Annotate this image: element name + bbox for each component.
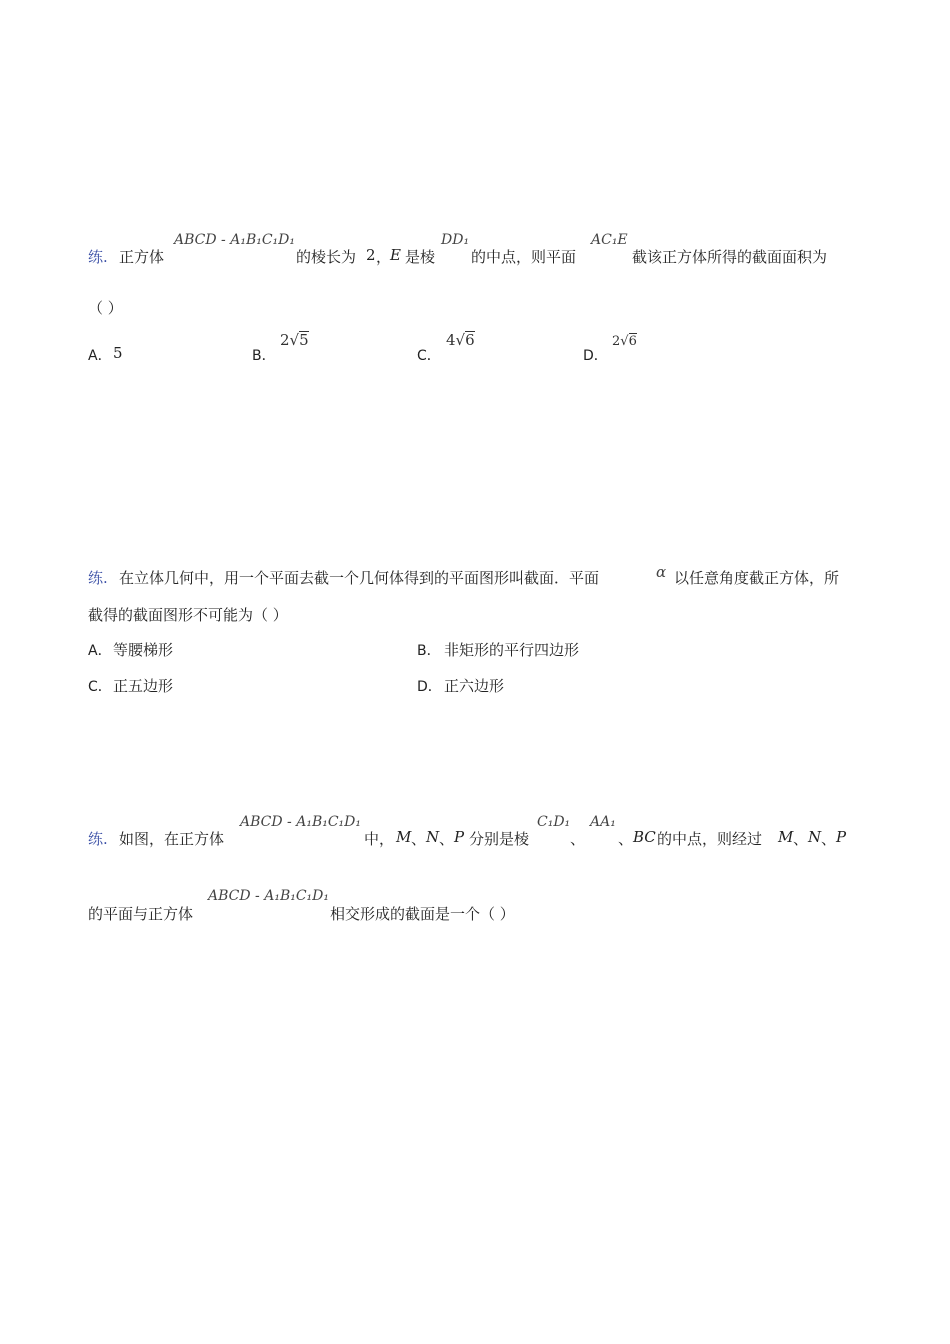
q1-text-5: 的中点，则平面	[471, 248, 577, 266]
q3-point-p: P	[454, 828, 465, 846]
q2-line-1b: 以任意角度截正方体，所	[674, 569, 840, 587]
q3-edge-1: C₁D₁	[537, 814, 571, 830]
q3-cube-math: ABCD - A₁B₁C₁D₁	[240, 814, 362, 830]
q3-point-m: M	[396, 828, 412, 846]
q3-sep-6: 、	[821, 830, 837, 848]
q1-option-a-label: A．	[88, 348, 112, 364]
q2-option-b-text: 非矩形的平行四边形	[444, 641, 580, 659]
q3-point-m-2: M	[778, 828, 794, 846]
q2-option-d-label: D．	[417, 679, 442, 695]
q1-text-1: 正方体	[119, 248, 165, 266]
q1-answer-paren: （ ）	[88, 299, 123, 317]
q3-label: 练.	[88, 830, 108, 848]
q3-text-1: 如图，在正方体	[119, 830, 225, 848]
q1-option-d-value	[612, 333, 637, 350]
q1-option-c-coef: 4	[446, 331, 456, 349]
q2-option-d-text: 正六边形	[444, 677, 505, 695]
q2-option-c-label: C．	[88, 679, 112, 695]
q1-option-a-value: 5	[113, 344, 123, 362]
q1-option-c-radicand: 6	[465, 331, 475, 349]
q1-option-d-label: D．	[583, 348, 608, 364]
q3-line-2a: 的平面与正方体	[88, 905, 194, 923]
q3-edge-2: AA₁	[590, 814, 616, 830]
q3-edge-bc: BC	[633, 828, 656, 846]
q3-sep-5: 、	[793, 830, 809, 848]
q3-sep-4: 、	[618, 830, 634, 848]
q1-point-e: E	[390, 246, 401, 264]
q2-alpha: α	[656, 563, 667, 581]
q3-text-3: 分别是棱	[469, 830, 530, 848]
q1-edge-math: DD₁	[441, 232, 470, 248]
q1-plane-math: AC₁E	[591, 232, 628, 248]
q1-option-d-radicand: 6	[628, 334, 637, 349]
q1-text-6: 截该正方体所得的截面面积为	[632, 248, 828, 266]
q3-cube-math-2: ABCD - A₁B₁C₁D₁	[208, 888, 330, 904]
q1-text-4: 是棱	[405, 248, 436, 266]
q2-line-2: 截得的截面图形不可能为（ ）	[88, 606, 288, 624]
q1-option-d-coef: 2	[612, 334, 621, 349]
q1-option-c-label: C．	[417, 348, 441, 364]
sqrt-icon: √	[289, 331, 300, 349]
q3-point-n-2: N	[808, 828, 822, 846]
q3-sep-2: 、	[439, 830, 455, 848]
q3-line-2b: 相交形成的截面是一个（ ）	[330, 905, 515, 923]
q3-point-p-2: P	[836, 828, 847, 846]
q3-point-n: N	[426, 828, 440, 846]
q2-option-c-text: 正五边形	[113, 677, 174, 695]
sqrt-icon: √	[455, 331, 466, 349]
q3-sep-3: 、	[570, 830, 586, 848]
q3-text-4: 的中点，则经过	[657, 830, 763, 848]
q1-option-c-value	[446, 331, 475, 349]
q2-option-a-text: 等腰梯形	[113, 641, 174, 659]
q1-label: 练.	[88, 248, 108, 266]
q2-line-1a: 在立体几何中，用一个平面去截一个几何体得到的平面图形叫截面．平面	[119, 569, 600, 587]
q1-option-b-label: B．	[252, 348, 276, 364]
q1-comma: ，	[376, 248, 392, 266]
q2-option-b-label: B．	[417, 643, 441, 659]
q1-option-b-coef: 2	[280, 331, 290, 349]
q1-cube-math: ABCD - A₁B₁C₁D₁	[174, 232, 296, 248]
sqrt-icon: √	[620, 334, 629, 349]
q1-option-b-value	[280, 331, 309, 349]
q1-text-2: 的棱长为	[296, 248, 357, 266]
q3-sep-1: 、	[411, 830, 427, 848]
q1-option-b-radicand: 5	[299, 331, 309, 349]
q1-edge-length: 2	[366, 246, 376, 264]
q2-label: 练.	[88, 569, 108, 587]
q3-text-2: 中，	[364, 830, 395, 848]
q2-option-a-label: A．	[88, 643, 112, 659]
